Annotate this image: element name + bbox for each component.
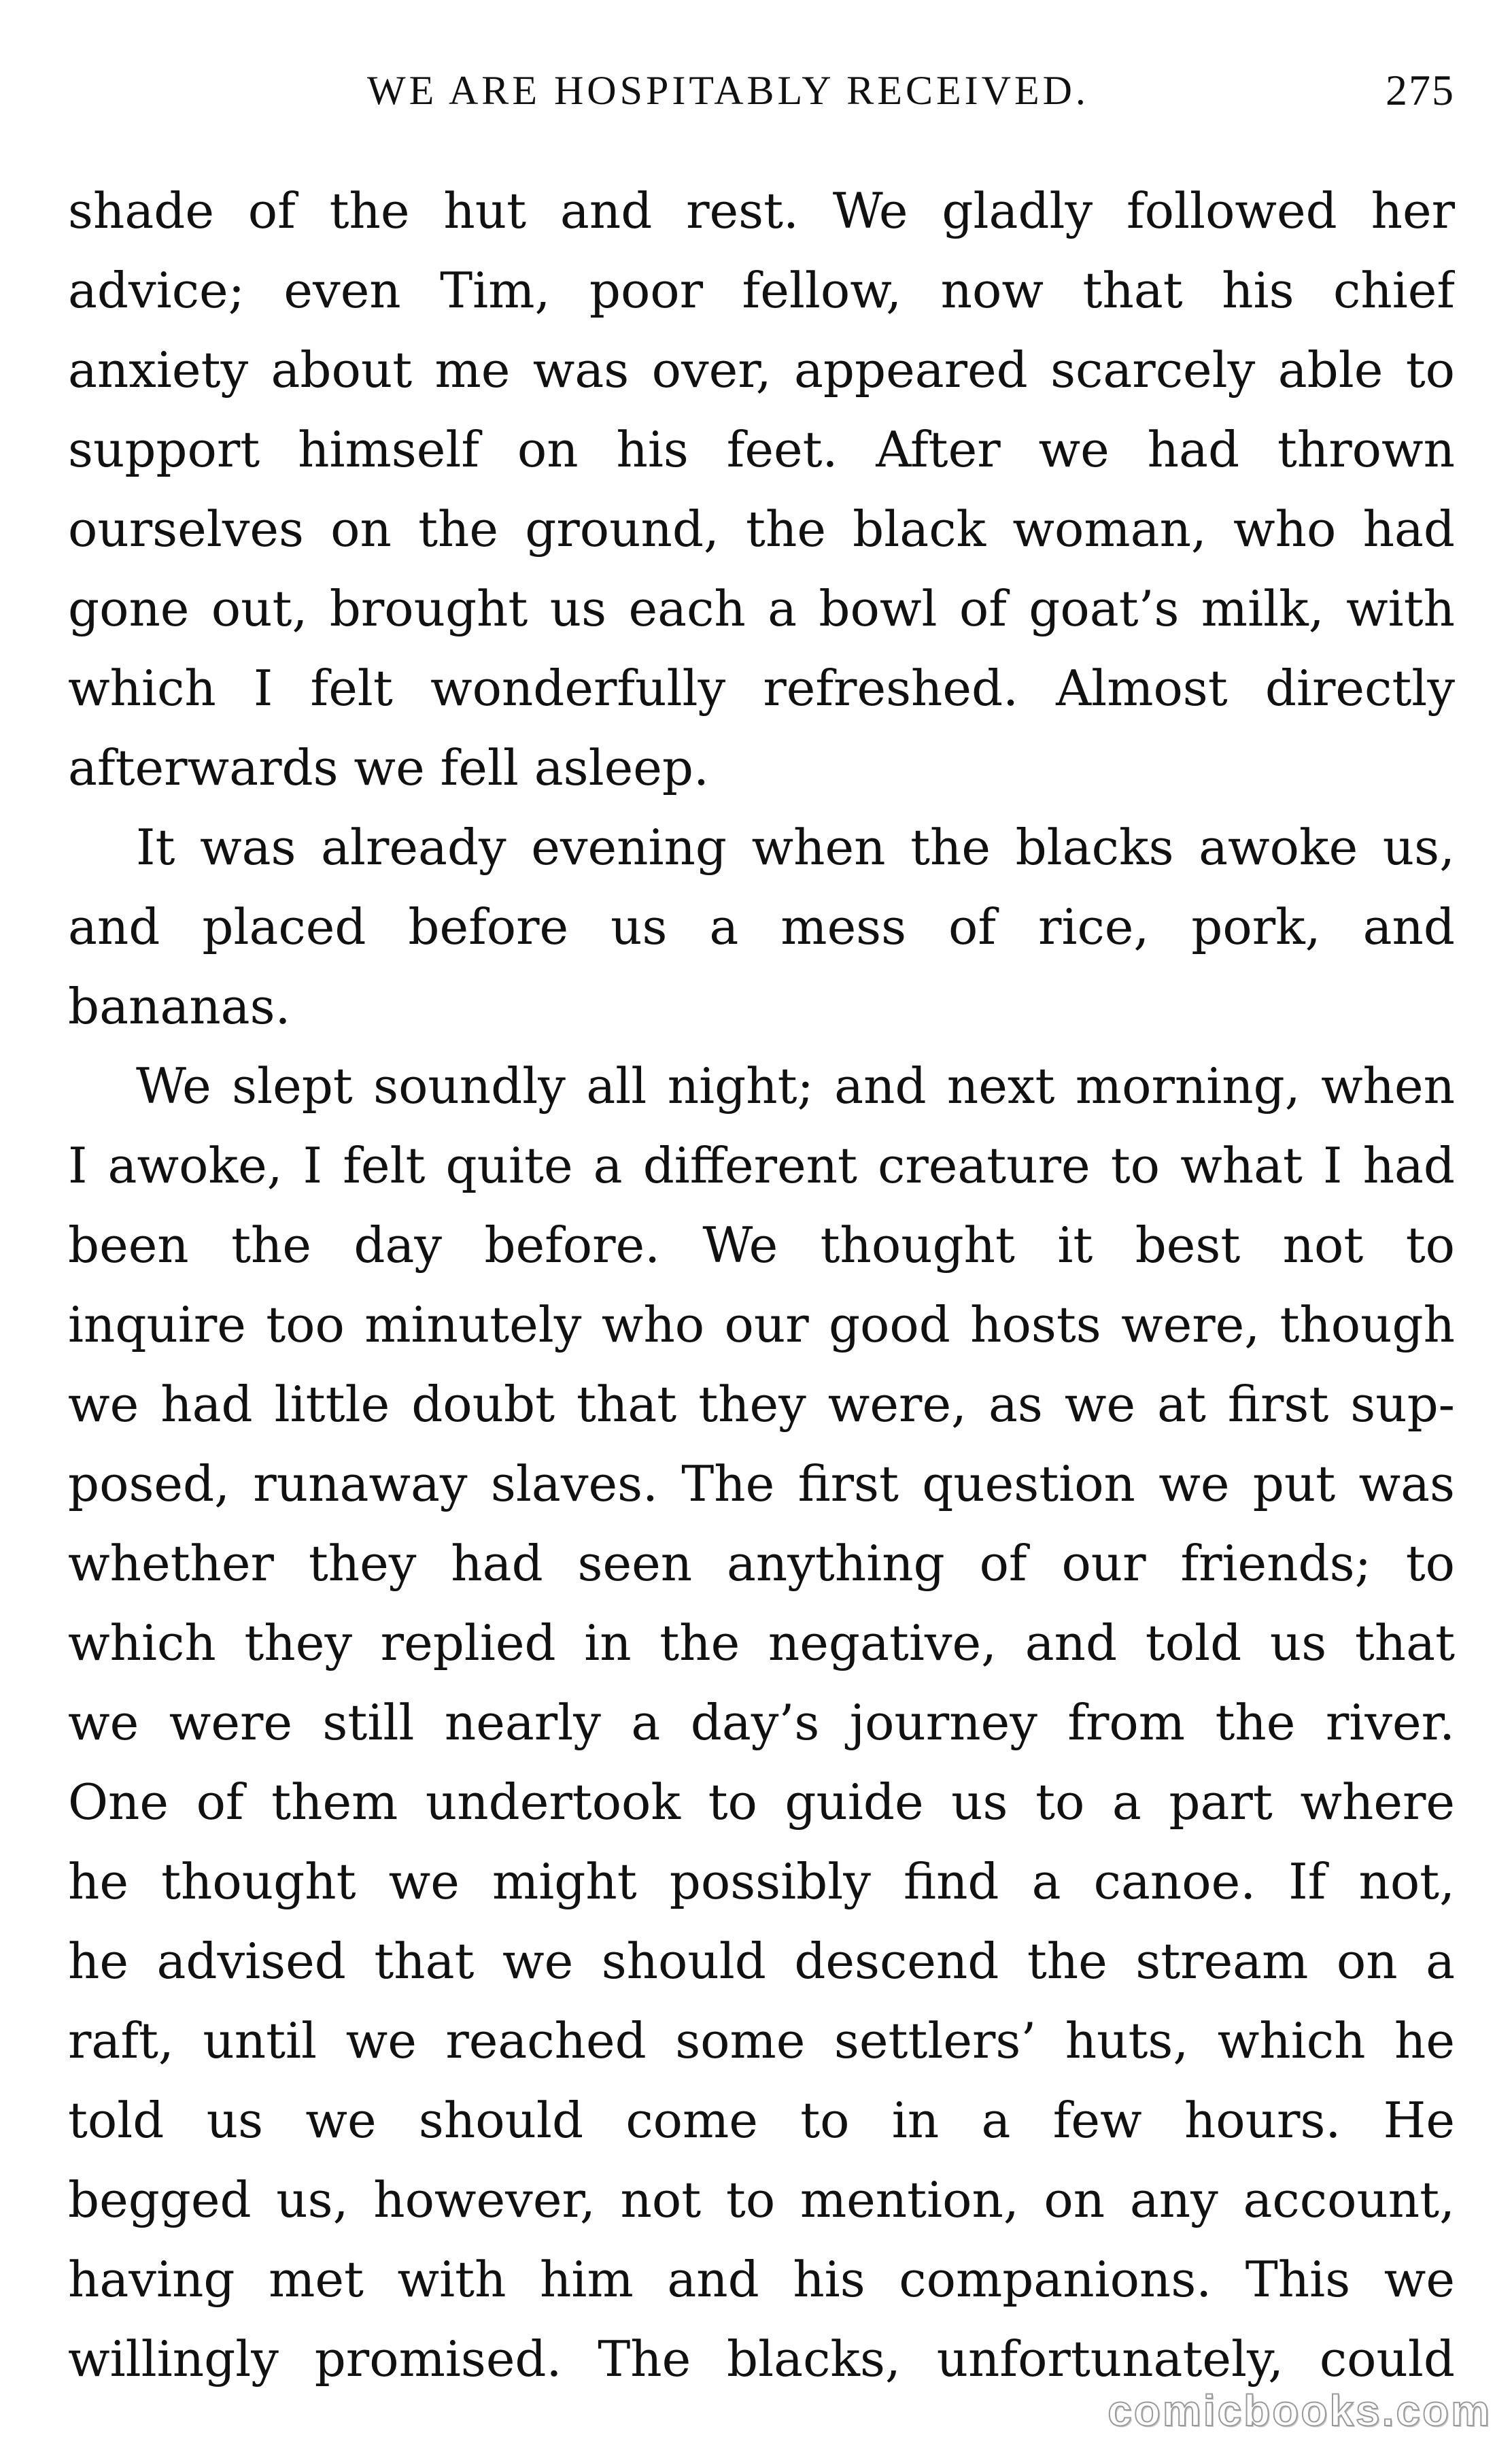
running-head-title: WE ARE HOSPITABLY RECEIVED.	[367, 68, 1089, 113]
text-line: We slept soundly all night; and next morning, when	[136, 1057, 1455, 1115]
text-line: inquire too minutely who our good hosts were, though	[68, 1296, 1455, 1353]
text-line: been the day before. We thought it best not to	[68, 1217, 1455, 1274]
text-line: ourselves on the ground, the black woman, who had	[68, 500, 1455, 558]
text-line: which they replied in the negative, and told us that	[68, 1614, 1455, 1671]
text-line: and placed before us a mess of rice, pork, and	[68, 898, 1455, 955]
text-line: posed, runaway slaves. The first question we put was	[68, 1455, 1455, 1512]
text-line: we had little doubt that they were, as we at first sup-	[68, 1376, 1455, 1433]
text-line: having met with him and his companions. This we	[68, 2251, 1455, 2308]
text-line: he advised that we should descend the stream on a	[68, 1933, 1455, 1990]
page-header	[68, 60, 1455, 121]
text-line: advice; even Tim, poor fellow, now that his chief	[68, 262, 1455, 319]
text-line: afterwards we fell asleep.	[68, 739, 709, 796]
text-line: bananas.	[68, 978, 291, 1035]
text-line: raft, until we reached some settlers’ huts, which he	[68, 2012, 1455, 2069]
text-line: support himself on his feet. After we had thrown	[68, 421, 1455, 478]
text-line: he thought we might possibly find a canoe. If not,	[68, 1853, 1455, 1910]
text-line: shade of the hut and rest. We gladly followed her	[68, 182, 1455, 239]
text-line: I awoke, I felt quite a different creature to what I had	[68, 1137, 1455, 1194]
watermark: comicbooks.com	[1107, 2386, 1492, 2435]
text-line: begged us, however, not to mention, on any account,	[68, 2171, 1455, 2228]
page-number: 275	[1386, 66, 1455, 114]
text-line: One of them undertook to guide us to a part where	[68, 1773, 1455, 1831]
text-line: It was already evening when the blacks awoke us,	[136, 819, 1455, 876]
text-line: told us we should come to in a few hours. He	[68, 2092, 1455, 2149]
text-line: we were still nearly a day’s journey from the river.	[68, 1694, 1455, 1751]
text-line: gone out, brought us each a bowl of goat’s milk, with	[68, 580, 1455, 637]
body-text	[68, 171, 1455, 2399]
text-line: which I felt wonderfully refreshed. Almost directly	[68, 660, 1455, 717]
text-line: whether they had seen anything of our friends; to	[68, 1535, 1455, 1592]
text-line: anxiety about me was over, appeared scarcely able to	[68, 341, 1455, 398]
text-line: willingly promised. The blacks, unfortunately, could	[68, 2330, 1455, 2387]
